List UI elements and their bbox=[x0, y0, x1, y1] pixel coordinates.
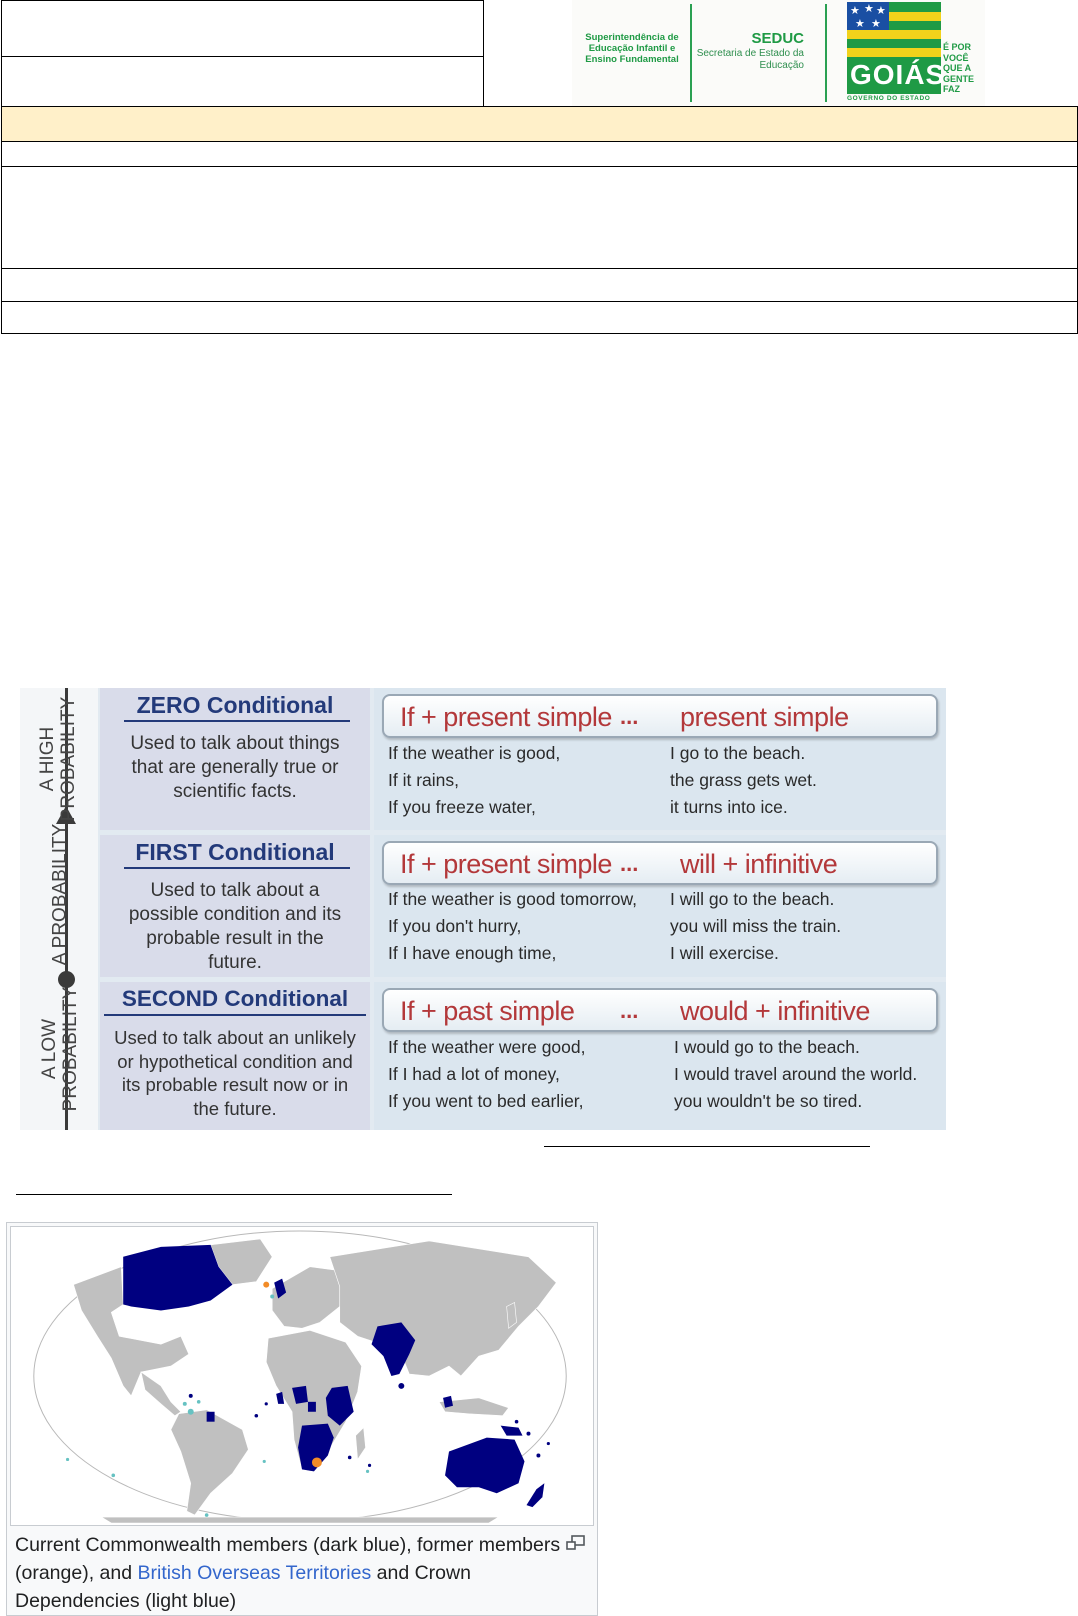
british-overseas-territories-link[interactable]: British Overseas Territories bbox=[137, 1562, 372, 1584]
conditional-title: ZERO Conditional bbox=[136, 692, 334, 718]
logo-seduc-subtitle: Secretaria de Estado da Educação bbox=[696, 48, 804, 71]
conditional-description: Used to talk about things that are generally true or scientific facts. bbox=[130, 733, 340, 802]
map-caption: Current Commonwealth members (dark blue), former members (orange), and British Overseas Territories and Crown Dependencies (light blue) bbox=[15, 1534, 561, 1612]
example-if: If it rains, bbox=[388, 770, 459, 790]
example-result: I would go to the beach. bbox=[674, 1037, 860, 1057]
example-result: it turns into ice. bbox=[670, 797, 788, 817]
second-conditional-examples bbox=[374, 982, 946, 1130]
logo-slogan: É POR VOCÊ QUE A GENTE FAZ bbox=[943, 42, 975, 94]
logo-governo: GOVERNO DO ESTADO bbox=[847, 95, 931, 102]
header-row-yellow bbox=[1, 106, 1078, 142]
example-result: the grass gets wet. bbox=[670, 770, 817, 790]
svg-text:★: ★ bbox=[876, 4, 886, 17]
header-cell-bottom-left bbox=[1, 56, 484, 107]
formula-dots: ... bbox=[620, 851, 639, 876]
conditional-title: FIRST Conditional bbox=[135, 839, 335, 865]
header-row-3 bbox=[1, 268, 1078, 302]
blank-line bbox=[16, 1194, 452, 1195]
example-if: If I have enough time, bbox=[388, 943, 557, 963]
axis-label-high: A HIGH PROBABILITY bbox=[37, 696, 79, 822]
example-result: you will miss the train. bbox=[670, 916, 842, 936]
conditional-description: Used to talk about a possible condition and its probable result in the future. bbox=[128, 880, 342, 973]
commonwealth-map-figure bbox=[6, 1222, 598, 1616]
header-cell-top-left bbox=[1, 0, 484, 57]
second-conditional-label bbox=[100, 982, 370, 1130]
header-row-2 bbox=[1, 166, 1078, 269]
blank-line bbox=[544, 1146, 870, 1147]
logo-seduc: SEDUC bbox=[751, 30, 804, 47]
header-row-4 bbox=[1, 301, 1078, 334]
conditional-title: SECOND Conditional bbox=[121, 986, 349, 1011]
formula-if: If + present simple bbox=[400, 702, 612, 732]
example-result: you wouldn't be so tired. bbox=[674, 1091, 863, 1111]
formula-box bbox=[382, 694, 938, 738]
title-underline bbox=[104, 1014, 366, 1016]
example-if: If the weather is good tomorrow, bbox=[388, 889, 638, 909]
svg-text:★: ★ bbox=[850, 4, 860, 17]
first-conditional-label bbox=[100, 835, 370, 977]
example-result: I will go to the beach. bbox=[670, 889, 835, 909]
first-conditional-examples bbox=[374, 835, 946, 977]
axis-label-mid: A PROBABILITY bbox=[49, 823, 71, 966]
example-if: If you don't hurry, bbox=[388, 916, 522, 936]
formula-box bbox=[382, 841, 938, 885]
formula-dots: ... bbox=[620, 704, 639, 729]
example-if: If you went to bed earlier, bbox=[388, 1091, 584, 1111]
logo-superintendencia: Superintendência de Educação Infantil e Ensino Fundamental bbox=[585, 32, 679, 65]
formula-dots: ... bbox=[620, 998, 639, 1023]
header-row-1 bbox=[1, 141, 1078, 167]
formula-result: would + infinitive bbox=[680, 996, 870, 1026]
svg-text:★: ★ bbox=[871, 17, 881, 30]
zero-conditional-label bbox=[100, 688, 370, 830]
example-result: I will exercise. bbox=[670, 943, 779, 963]
formula-result: present simple bbox=[680, 702, 849, 732]
title-underline bbox=[124, 720, 350, 722]
seduc-goias-logo bbox=[572, 0, 985, 107]
axis-label-low: A LOW PROBABILITY bbox=[39, 986, 81, 1112]
svg-text:★: ★ bbox=[864, 2, 874, 15]
example-if: If the weather were good, bbox=[388, 1037, 586, 1057]
example-if: If the weather is good, bbox=[388, 743, 561, 763]
example-if: If you freeze water, bbox=[388, 797, 536, 817]
conditionals-infographic bbox=[20, 688, 946, 1130]
probability-axis bbox=[20, 688, 98, 1130]
formula-if: If + present simple bbox=[400, 849, 612, 879]
formula-box bbox=[382, 988, 938, 1032]
example-if: If I had a lot of money, bbox=[388, 1064, 560, 1084]
logo-divider bbox=[825, 4, 827, 102]
formula-if: If + past simple bbox=[400, 996, 575, 1026]
formula-result: will + infinitive bbox=[680, 849, 838, 879]
svg-text:★: ★ bbox=[855, 17, 865, 30]
example-result: I go to the beach. bbox=[670, 743, 806, 763]
zero-conditional-examples bbox=[374, 688, 946, 830]
title-underline bbox=[124, 867, 350, 869]
logo-divider bbox=[690, 4, 692, 102]
enlarge-icon[interactable] bbox=[566, 1535, 586, 1551]
conditional-description: Used to talk about an unlikely or hypothetical condition and its probable result now or in the future. bbox=[114, 1027, 356, 1119]
commonwealth-world-map[interactable] bbox=[10, 1226, 594, 1526]
example-result: I would travel around the world. bbox=[674, 1064, 918, 1084]
logo-goias-word: GOIÁS bbox=[850, 59, 946, 90]
